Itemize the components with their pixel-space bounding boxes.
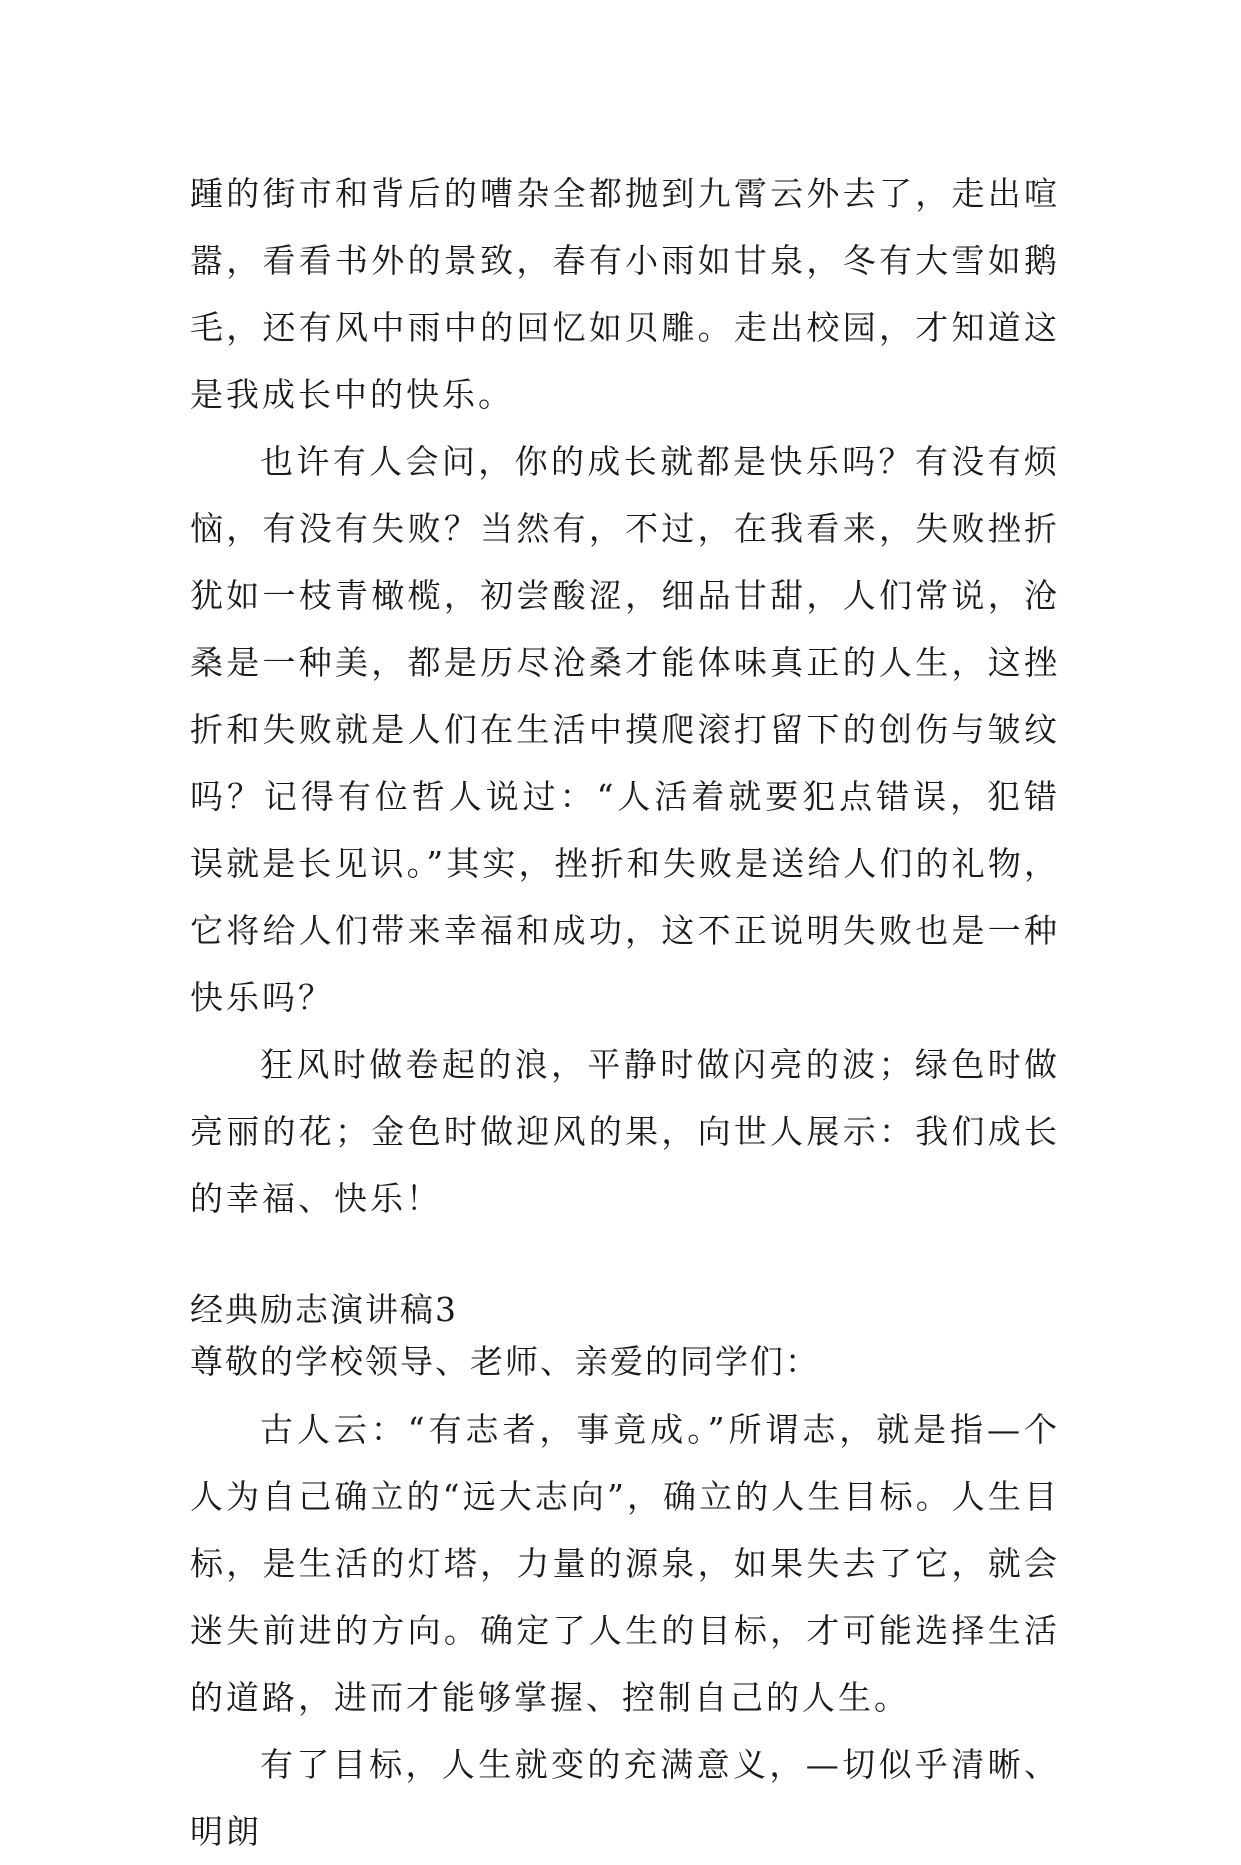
document-page (190, 160, 1060, 1865)
paragraph-conclusion: 狂风时做卷起的浪，平静时做闪亮的波；绿色时做亮丽的花；金色时做迎风的果，向世人展示：我们成长的幸福、快乐！ (190, 1045, 1060, 1218)
paragraph-goal: 有了目标，人生就变的充满意义，—切似乎清晰、明朗 (190, 1745, 1060, 1851)
paragraph-ambition: 古人云：“有志者，事竟成。”所谓志，就是指—个人为自己确立的“远大志向”，确立的人生目标。人生目标，是生活的灯塔，力量的源泉，如果失去了它，就会迷失前进的方向。确定了人生的目标，才可能选择生活的道路，进而才能够掌握、控制自己的人生。 (190, 1410, 1060, 1717)
section-gap (190, 1232, 1060, 1284)
salutation: 尊敬的学校领导、老师、亲爱的同学们： (190, 1342, 820, 1381)
section-title: 经典励志演讲稿3 (190, 1290, 458, 1329)
paragraph-failure: 也许有人会问，你的成长就都是快乐吗？有没有烦恼，有没有失败？当然有，不过，在我看来，失败挫折犹如一枝青橄榄，初尝酸涩，细品甘甜，人们常说，沧桑是一种美，都是历尽沧桑才能体味真正的人生，这挫折和失败就是人们在生活中摸爬滚打留下的创伤与皱纹吗？记得有位哲人说过：“人活着就要犯点错误，犯错误就是长见识。”其实，挫折和失败是送给人们的礼物，它将给人们带来幸福和成功，这不正说明失败也是一种快乐吗？ (190, 442, 1060, 1017)
paragraph-continuation: 踵的街市和背后的嘈杂全都抛到九霄云外去了，走出喧嚣，看看书外的景致，春有小雨如甘泉，冬有大雪如鹅毛，还有风中雨中的回忆如贝雕。走出校园，才知道这是我成长中的快乐。 (190, 174, 1060, 414)
